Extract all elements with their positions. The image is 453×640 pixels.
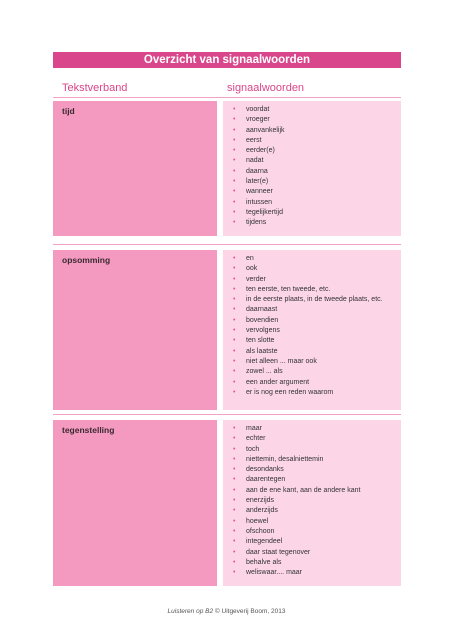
- bullet-icon: •: [233, 445, 236, 453]
- signal-word: anderzijds: [246, 507, 278, 515]
- section-label-box: [53, 250, 217, 410]
- signal-word: eerder(e): [246, 147, 275, 155]
- bullet-icon: •: [233, 378, 236, 386]
- signal-word: integendeel: [246, 538, 283, 546]
- signal-word-list: [233, 254, 397, 398]
- column-header-tekstverband: Tekstverband: [62, 82, 128, 94]
- signal-word: behalve als: [246, 558, 282, 566]
- signal-word: vroeger: [246, 116, 270, 124]
- list-item: [233, 486, 397, 496]
- list-item: [233, 537, 397, 547]
- signal-word: vervolgens: [246, 327, 280, 335]
- list-item: [233, 424, 397, 434]
- signal-word-list: [233, 424, 397, 578]
- list-item: [233, 208, 397, 218]
- signal-word: enerzijds: [246, 497, 275, 505]
- bullet-icon: •: [233, 285, 236, 293]
- bullet-icon: •: [233, 425, 236, 432]
- bullet-icon: •: [233, 435, 236, 443]
- signal-word: maar: [246, 425, 262, 432]
- bullet-icon: •: [233, 167, 236, 175]
- list-item: [233, 285, 397, 295]
- list-item: [233, 126, 397, 136]
- list-item: [233, 378, 397, 388]
- signal-word: voordat: [246, 106, 270, 113]
- signal-word: tegelijkertijd: [246, 208, 283, 216]
- list-item: [233, 506, 397, 516]
- signal-word: ten slotte: [246, 337, 275, 345]
- section-items-box: [223, 101, 401, 236]
- list-item: [233, 275, 397, 285]
- bullet-icon: •: [233, 198, 236, 206]
- footer-copyright: © Uitgeverij Boom, 2013: [214, 608, 286, 615]
- bullet-icon: •: [233, 126, 236, 134]
- signal-word: er is nog een reden waarom: [246, 388, 334, 396]
- bullet-icon: •: [233, 136, 236, 144]
- bullet-icon: •: [233, 347, 236, 355]
- list-item: [233, 305, 397, 315]
- list-item: [233, 475, 397, 485]
- list-item: [233, 198, 397, 208]
- signal-word: een ander argument: [246, 378, 310, 386]
- bullet-icon: •: [233, 275, 236, 283]
- section-tijd: [53, 101, 401, 236]
- list-item: [233, 527, 397, 537]
- list-item: [233, 295, 397, 305]
- section-label: tijd: [62, 106, 75, 116]
- list-item: [233, 568, 397, 578]
- bullet-icon: •: [233, 368, 236, 376]
- list-item: [233, 434, 397, 444]
- signal-word: nadat: [246, 157, 264, 165]
- column-header-signaalwoorden: signaalwoorden: [227, 82, 305, 94]
- list-item: [233, 496, 397, 506]
- list-item: [233, 445, 397, 455]
- section-tegenstelling: [53, 420, 401, 586]
- signal-word: zowel ... als: [246, 368, 283, 376]
- bullet-icon: •: [233, 116, 236, 124]
- bullet-icon: •: [233, 569, 236, 577]
- bullet-icon: •: [233, 558, 236, 566]
- list-item: [233, 517, 397, 527]
- signal-word: weliswaar.... maar: [246, 569, 303, 577]
- bullet-icon: •: [233, 455, 236, 463]
- signal-word: ofschoon: [246, 527, 275, 535]
- bullet-icon: •: [233, 157, 236, 165]
- bullet-icon: •: [233, 188, 236, 196]
- section-label: opsomming: [62, 255, 111, 265]
- list-item: [233, 455, 397, 465]
- bullet-icon: •: [233, 296, 236, 304]
- section-label: tegenstelling: [62, 425, 115, 435]
- bullet-icon: •: [233, 517, 236, 525]
- bullet-icon: •: [233, 106, 236, 113]
- list-item: [233, 218, 397, 228]
- list-item: [233, 558, 397, 568]
- signal-word: in de eerste plaats, in de tweede plaats, etc.: [246, 296, 383, 304]
- section-label-box: [53, 101, 217, 236]
- signal-word: en: [246, 255, 254, 262]
- list-item: [233, 388, 397, 398]
- bullet-icon: •: [233, 507, 236, 515]
- list-item: [233, 156, 397, 166]
- signal-word: niet alleen ... maar ook: [246, 357, 317, 365]
- bullet-icon: •: [233, 476, 236, 484]
- footer-book-title: Luisteren op B2: [167, 608, 214, 615]
- signal-word: desondanks: [246, 466, 284, 474]
- signal-word: daarentegen: [246, 476, 286, 484]
- bullet-icon: •: [233, 466, 236, 474]
- signal-word: echter: [246, 435, 266, 443]
- signal-word: tijdens: [246, 219, 267, 227]
- signal-word: ook: [246, 265, 258, 273]
- signal-word-list: [233, 105, 397, 229]
- list-item: [233, 254, 397, 264]
- bullet-icon: •: [233, 306, 236, 314]
- bullet-icon: •: [233, 497, 236, 505]
- bullet-icon: •: [233, 527, 236, 535]
- bullet-icon: •: [233, 337, 236, 345]
- bullet-icon: •: [233, 219, 236, 227]
- bullet-icon: •: [233, 388, 236, 396]
- bullet-icon: •: [233, 327, 236, 335]
- bullet-icon: •: [233, 357, 236, 365]
- bullet-icon: •: [233, 265, 236, 273]
- bullet-icon: •: [233, 178, 236, 186]
- list-item: [233, 367, 397, 377]
- list-item: [233, 316, 397, 326]
- bullet-icon: •: [233, 208, 236, 216]
- list-item: [233, 177, 397, 187]
- bullet-icon: •: [233, 538, 236, 546]
- list-item: [233, 115, 397, 125]
- page-title: Overzicht van signaalwoorden: [53, 52, 401, 68]
- signal-word: verder: [246, 275, 266, 283]
- bullet-icon: •: [233, 548, 236, 556]
- bullet-icon: •: [233, 147, 236, 155]
- list-item: [233, 326, 397, 336]
- list-item: [233, 264, 397, 274]
- header-divider: [53, 97, 401, 98]
- signal-word: bovendien: [246, 316, 279, 324]
- signal-word: daarna: [246, 167, 268, 175]
- list-item: [233, 187, 397, 197]
- section-items-box: [223, 420, 401, 586]
- signal-word: daar staat tegenover: [246, 548, 311, 556]
- signal-word: niettemin, desalniettemin: [246, 455, 324, 463]
- list-item: [233, 105, 397, 115]
- section-opsomming: [53, 250, 401, 410]
- signal-word: eerst: [246, 136, 262, 144]
- signal-word: ten eerste, ten tweede, etc.: [246, 285, 331, 293]
- bullet-icon: •: [233, 316, 236, 324]
- list-item: [233, 548, 397, 558]
- bullet-icon: •: [233, 486, 236, 494]
- signal-word: als laatste: [246, 347, 278, 355]
- list-item: [233, 136, 397, 146]
- section-divider: [53, 414, 401, 415]
- list-item: [233, 357, 397, 367]
- list-item: [233, 146, 397, 156]
- list-item: [233, 336, 397, 346]
- page-footer: [0, 608, 453, 615]
- signal-word: aanvankelijk: [246, 126, 285, 134]
- signal-word: daarnaast: [246, 306, 278, 314]
- list-item: [233, 167, 397, 177]
- list-item: [233, 347, 397, 357]
- section-label-box: [53, 420, 217, 586]
- signal-word: wanneer: [246, 188, 273, 196]
- signal-word: aan de ene kant, aan de andere kant: [246, 486, 361, 494]
- section-items-box: [223, 250, 401, 410]
- bullet-icon: •: [233, 255, 236, 262]
- signal-word: hoewel: [246, 517, 269, 525]
- list-item: [233, 465, 397, 475]
- signal-word: toch: [246, 445, 260, 453]
- signal-word: intussen: [246, 198, 273, 206]
- section-divider: [53, 244, 401, 245]
- signal-word: later(e): [246, 178, 269, 186]
